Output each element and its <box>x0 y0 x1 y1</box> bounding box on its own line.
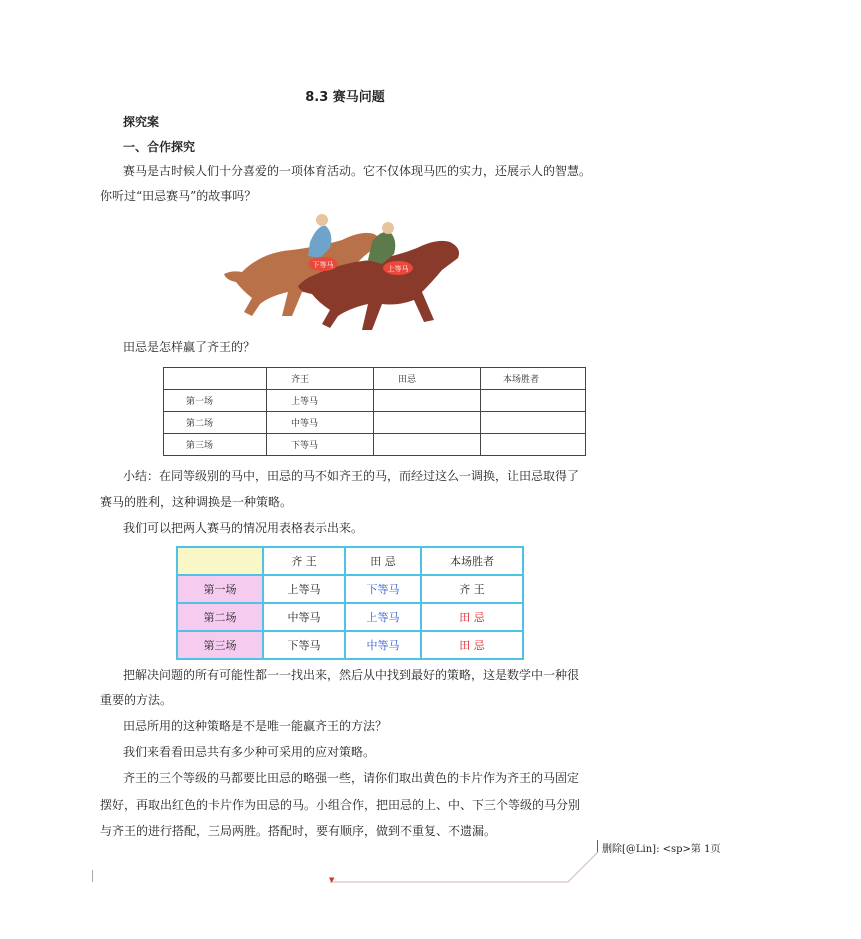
table-cell: 中等马 <box>263 603 345 631</box>
table-cell: 上等马 <box>345 603 421 631</box>
table-cell <box>374 390 481 412</box>
comment-connector-line <box>330 850 600 886</box>
table-header-qi-wang: 齐王 <box>267 368 374 390</box>
table-cell <box>374 412 481 434</box>
table-row <box>177 603 523 631</box>
table-header-tian-ji: 田 忌 <box>345 547 421 575</box>
table-cell: 第二场 <box>177 603 263 631</box>
table-header-tian-ji: 田忌 <box>374 368 481 390</box>
task-paragraph-line1: 齐王的三个等级的马都要比田忌的略强一些，请你们取出黄色的卡片作为齐王的马固定 <box>123 771 580 785</box>
task-paragraph-line2: 摆好，再取出红色的卡片作为田忌的马。小组合作，把田忌的上、中、下三个等级的马分别 <box>100 798 581 812</box>
method-paragraph-line1: 把解决问题的所有可能性都一一找出来，然后从中找到最好的策略，这是数学中一种很 <box>123 668 580 682</box>
table-cell: 田 忌 <box>421 631 523 659</box>
margin-mark <box>92 870 93 882</box>
table-cell: 中等马 <box>267 412 374 434</box>
table-cell <box>481 390 586 412</box>
table-cell: 中等马 <box>345 631 421 659</box>
intro-paragraph-line2: 你听过“田忌赛马”的故事吗？ <box>100 189 257 203</box>
table-cell: 第一场 <box>164 390 267 412</box>
method-paragraph-line2: 重要的方法。 <box>100 693 173 707</box>
table-row <box>177 631 523 659</box>
table-row <box>164 434 586 456</box>
table-row <box>164 412 586 434</box>
question2-paragraph: 田忌所用的这种策略是不是唯一能赢齐王的方法？ <box>123 719 388 733</box>
table-row <box>164 390 586 412</box>
table-cell: 下等马 <box>267 434 374 456</box>
table-header-winner: 本场胜者 <box>421 547 523 575</box>
comment-anchor-icon: ▼ <box>329 876 335 884</box>
strategy-table-filled <box>176 546 524 660</box>
table-cell: 下等马 <box>263 631 345 659</box>
table-cell <box>481 412 586 434</box>
summary-line2: 赛马的胜利，这种调换是一种策略。 <box>100 495 293 509</box>
table-cell <box>177 547 263 575</box>
table-intro-paragraph: 我们可以把两人赛马的情况用表格表示出来。 <box>123 521 364 535</box>
table-cell: 第一场 <box>177 575 263 603</box>
strategy-table-blank <box>163 367 586 456</box>
table-cell: 上等马 <box>263 575 345 603</box>
section-heading-cooperate: 一、合作探究 <box>123 140 196 154</box>
table-cell: 第三场 <box>164 434 267 456</box>
task-paragraph-line3: 与齐王的进行搭配，三局两胜。搭配时，要有顺序，做到不重复、不遗漏。 <box>100 824 497 838</box>
table-cell: 齐 王 <box>421 575 523 603</box>
table-header-qi-wang: 齐 王 <box>263 547 345 575</box>
table-cell <box>374 434 481 456</box>
intro-paragraph-line1: 赛马是古时候人们十分喜爱的一项体育活动。它不仅体现马匹的实力，还展示人的智慧。 <box>123 164 592 178</box>
table-row <box>177 547 523 575</box>
horse-race-illustration <box>222 212 468 334</box>
table-row <box>177 575 523 603</box>
badge-upper-horse-label: 上等马 <box>387 265 409 273</box>
table-header-winner: 本场胜者 <box>481 368 586 390</box>
table-cell: 第二场 <box>164 412 267 434</box>
table-cell: 第三场 <box>177 631 263 659</box>
section-heading-explore: 探究案 <box>123 115 160 129</box>
table-cell: 田 忌 <box>421 603 523 631</box>
revision-comment[interactable]: 删除[@Lin]: <sp>第 1页 <box>602 844 721 855</box>
table-cell: 上等马 <box>267 390 374 412</box>
summary-line1: 小结：在同等级别的马中，田忌的马不如齐王的马，而经过这么一调换，让田忌取得了 <box>123 469 580 483</box>
table-row <box>164 368 586 390</box>
badge-lower-horse-label: 下等马 <box>312 261 334 269</box>
table-cell <box>481 434 586 456</box>
page-title: 8.3 赛马问题 <box>305 90 385 105</box>
question3-paragraph: 我们来看看田忌共有多少种可采用的应对策略。 <box>123 745 376 759</box>
table-cell: 下等马 <box>345 575 421 603</box>
table-cell <box>164 368 267 390</box>
question-paragraph: 田忌是怎样赢了齐王的？ <box>123 340 256 354</box>
